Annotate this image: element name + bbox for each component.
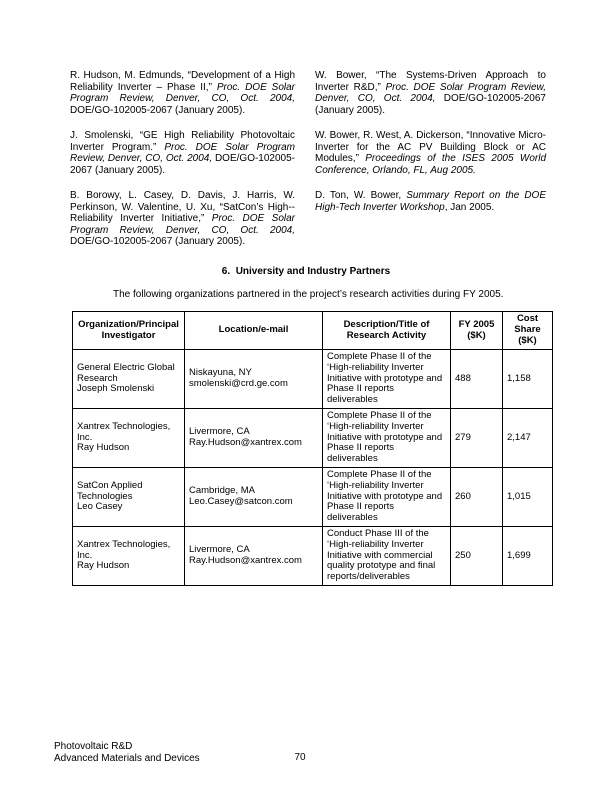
description-cell: Complete Phase II of the ‘High-reliability Inverter Initiative with prototype and Phase II reports deliverables	[323, 467, 451, 526]
table-row	[73, 408, 553, 467]
description-cell: Conduct Phase III of the ‘High-reliability Inverter Initiative with commercial quality prototype and final reports/deliverables	[323, 526, 451, 585]
column-header-cost-share: Cost Share ($K)	[503, 312, 553, 350]
column-header-organization: Organization/Principal Investigator	[73, 312, 185, 350]
page-number: 70	[294, 752, 306, 763]
column-header-fy2005: FY 2005 ($K)	[451, 312, 503, 350]
reference-text: DOE/GO-102005-2067 (January 2005).	[70, 104, 246, 116]
references-section	[70, 70, 546, 248]
location-email: smolenski@crd.ge.com	[189, 377, 288, 389]
organization-cell	[73, 467, 185, 526]
column-header-description: Description/Title of Research Activity	[323, 312, 451, 350]
location-cell	[185, 350, 323, 409]
location-city: Niskayuna, NY	[189, 367, 252, 379]
fy2005-cell: 250	[451, 526, 503, 585]
reference-text: J. Smolenski, “GE High Reliability Photovoltaic Inverter Program.”	[70, 130, 295, 153]
reference-text: DOE/GO-102005-2067 (January 2005).	[315, 93, 546, 116]
reference-text: B. Borowy, L. Casey, D. Davis, J. Harris, W. Perkinson, W. Valentine, U. Xu, “SatCon’s High--Reliability Inverter Initiative,”	[70, 190, 295, 224]
location-email: Leo.Casey@satcon.com	[189, 495, 293, 507]
organization-name: Xantrex Technologies, Inc.	[77, 420, 171, 443]
reference-citation	[315, 70, 546, 116]
location-cell	[185, 408, 323, 467]
reference-source-italic: Proc. DOE Solar Program Review, Denver, CO, Oct. 2004,	[315, 81, 546, 104]
investigator-name: Ray Hudson	[77, 560, 130, 572]
cost-share-cell: 2,147	[503, 408, 553, 467]
section-intro: The following organizations partnered in the project’s research activities during FY 2005.	[113, 289, 504, 300]
organization-name: Xantrex Technologies, Inc.	[77, 538, 171, 561]
reference-text: D. Ton, W. Bower,	[315, 190, 407, 201]
reference-citation	[315, 190, 546, 213]
organization-cell	[73, 350, 185, 409]
reference-source-italic: Proc. DOE Solar Program Review, Denver, CO, Oct. 2004,	[70, 141, 295, 164]
location-email: Ray.Hudson@xantrex.com	[189, 554, 302, 566]
investigator-name: Joseph Smolenski	[77, 383, 155, 395]
location-city: Cambridge, MA	[189, 485, 255, 497]
footer-report-subtitle: Advanced Materials and Devices	[54, 752, 200, 764]
section-heading: 6. University and Industry Partners	[221, 266, 391, 277]
column-header-location: Location/e-mail	[185, 312, 323, 350]
reference-text: DOE/GO-102005-2067 (January 2005).	[70, 153, 295, 176]
organization-cell	[73, 408, 185, 467]
description-cell: Complete Phase II of the ‘High-reliability Inverter Initiative with prototype and Phase II reports deliverables	[323, 350, 451, 409]
reference-source-italic: Summary Report on the DOE High-Tech Inverter Workshop	[315, 190, 546, 213]
table-row	[73, 526, 553, 585]
reference-citation	[70, 190, 295, 248]
reference-source-italic: Proc. DOE Solar Program Review, Denver, CO, Oct. 2004,	[70, 213, 295, 236]
cost-share-cell: 1,699	[503, 526, 553, 585]
organization-cell	[73, 526, 185, 585]
table-header-row	[73, 312, 553, 350]
reference-text: W. Bower, R. West, A. Dickerson, “Innovative Micro-Inverter for the AC PV Building Block or AC Modules,”	[315, 130, 546, 164]
references-right-column	[315, 70, 546, 248]
fy2005-cell: 488	[451, 350, 503, 409]
table-row	[73, 467, 553, 526]
reference-text: DOE/GO-102005-2067 (January 2005).	[70, 236, 246, 247]
location-cell	[185, 467, 323, 526]
fy2005-cell: 279	[451, 408, 503, 467]
reference-citation	[70, 70, 295, 116]
description-cell: Complete Phase II of the ‘High-reliability Inverter Initiative with prototype and Phase II reports deliverables	[323, 408, 451, 467]
reference-text: R. Hudson, M. Edmunds, “Development of a High Reliability Inverter – Phase II,”	[70, 70, 295, 93]
location-email: Ray.Hudson@xantrex.com	[189, 436, 302, 448]
investigator-name: Ray Hudson	[77, 442, 130, 454]
footer-report-title: Photovoltaic R&D	[54, 741, 133, 752]
reference-source-italic: Proc. DOE Solar Program Review, Denver, CO, Oct. 2004,	[70, 81, 295, 104]
table-row	[73, 350, 553, 409]
cost-share-cell: 1,158	[503, 350, 553, 409]
partners-table-container	[72, 311, 553, 586]
fy2005-cell: 260	[451, 467, 503, 526]
references-left-column	[70, 70, 295, 248]
reference-text: , Jan 2005.	[444, 201, 495, 213]
reference-citation	[70, 130, 295, 176]
reference-text: W. Bower, “The Systems-Driven Approach to Inverter R&D,”	[315, 70, 546, 93]
location-cell	[185, 526, 323, 585]
organization-name: General Electric Global Research	[77, 361, 175, 384]
investigator-name: Leo Casey	[77, 501, 123, 513]
reference-citation	[315, 130, 546, 176]
location-city: Livermore, CA	[189, 544, 250, 556]
reference-source-italic: Proceedings of the ISES 2005 World Conference, Orlando, FL, Aug 2005.	[315, 153, 547, 176]
organization-name: SatCon Applied Technologies	[77, 479, 143, 502]
location-city: Livermore, CA	[189, 426, 250, 438]
partners-table	[72, 311, 553, 586]
cost-share-cell: 1,015	[503, 467, 553, 526]
